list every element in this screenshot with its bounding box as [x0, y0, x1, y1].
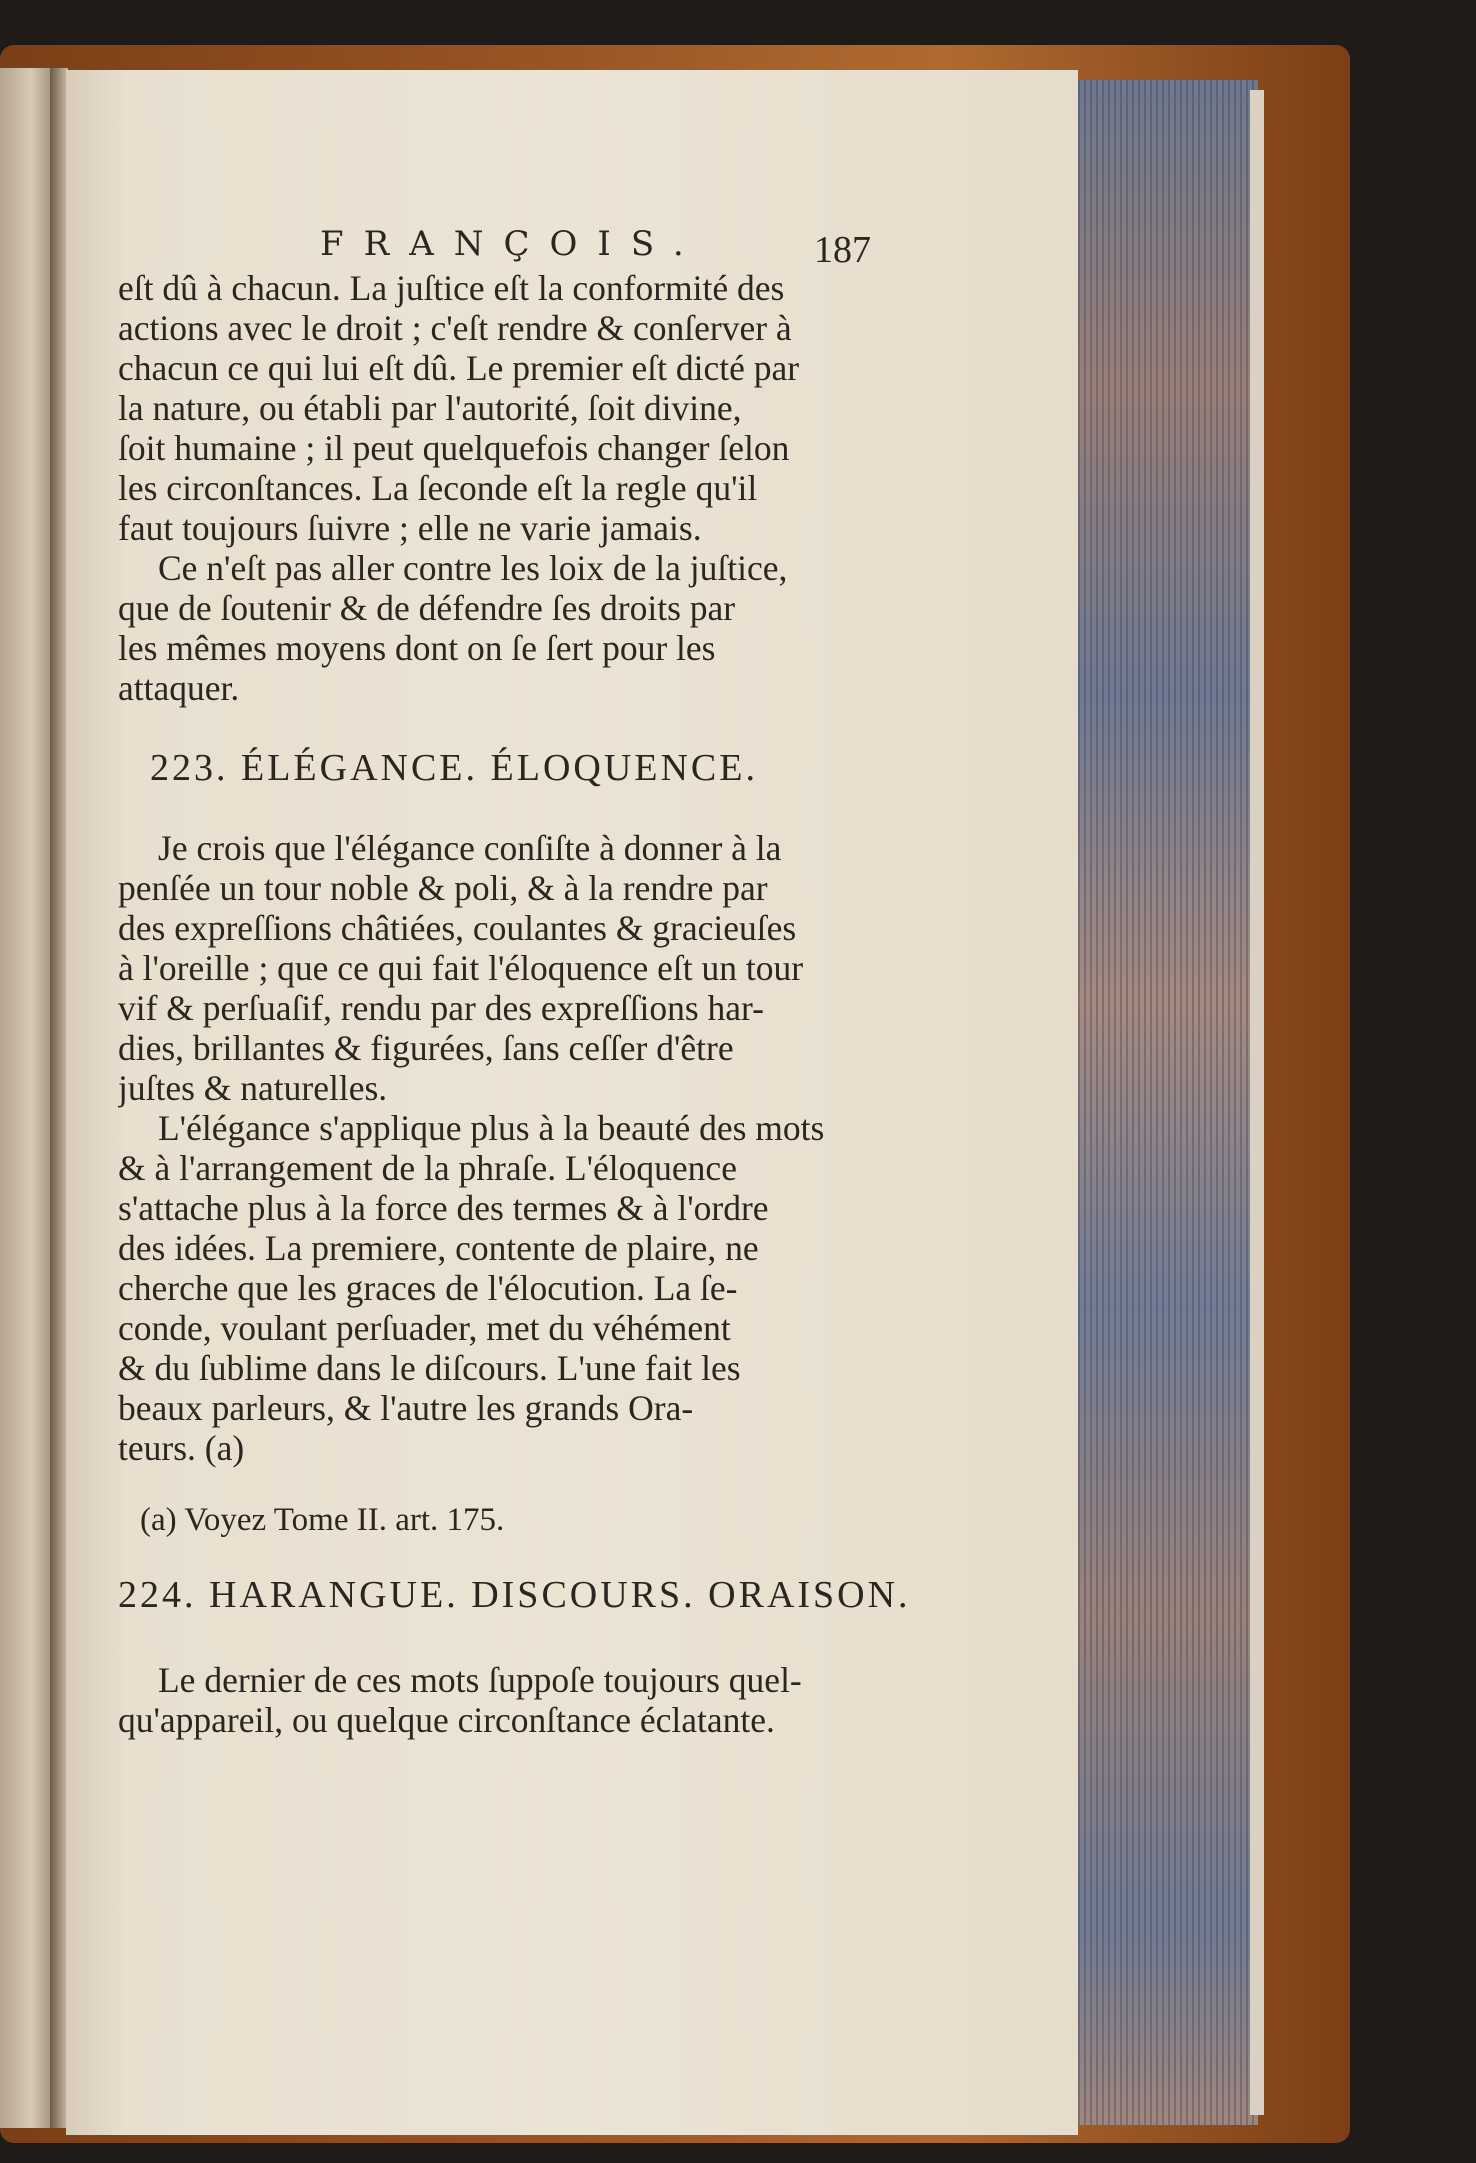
footnote: (a) Voyez Tome II. art. 175. — [140, 1502, 505, 1538]
text-line: penſée un tour noble & poli, & à la rendre par — [118, 868, 768, 908]
text-line: des idées. La premiere, contente de plaire, ne — [118, 1228, 759, 1268]
text-line: la nature, ou établi par l'autorité, ſoit divine, — [118, 388, 742, 428]
text-line: teurs. (a) — [118, 1428, 245, 1468]
text-line: eſt dû à chacun. La juſtice eſt la conformité des — [118, 268, 785, 308]
text-line: chacun ce qui lui eſt dû. Le premier eſt dicté par — [118, 348, 800, 388]
text-line: des expreſſions châtiées, coulantes & gracieuſes — [118, 908, 797, 948]
text-line: Ce n'eſt pas aller contre les loix de la juſtice, — [158, 548, 788, 588]
text-line: les circonſtances. La ſeconde eſt la regle qu'il — [118, 468, 758, 508]
section-heading-223: 223. ÉLÉGANCE. ÉLOQUENCE. — [150, 747, 758, 789]
text-line: faut toujours ſuivre ; elle ne varie jamais. — [118, 508, 702, 548]
text-line: ſoit humaine ; il peut quelquefois changer ſelon — [118, 428, 790, 468]
text-line: conde, voulant perſuader, met du véhément — [118, 1308, 731, 1348]
text-line: attaquer. — [118, 668, 240, 708]
text-line: juſtes & naturelles. — [118, 1068, 388, 1108]
text-line: dies, brillantes & figurées, ſans ceſſer d'être — [118, 1028, 734, 1068]
section-heading-224: 224. HARANGUE. DISCOURS. ORAISON. — [118, 1574, 911, 1616]
text-line: à l'oreille ; que ce qui fait l'éloquence eſt un tour — [118, 948, 804, 988]
text-line: Je crois que l'élégance conſiſte à donner à la — [158, 828, 782, 868]
text-line: cherche que les graces de l'élocution. La ſe- — [118, 1268, 738, 1308]
running-header: FRANÇOIS. — [320, 224, 704, 264]
text-line: les mêmes moyens dont on ſe ſert pour les — [118, 628, 716, 668]
text-line: s'attache plus à la force des termes & à l'ordre — [118, 1188, 769, 1228]
page-edges-highlight — [1250, 90, 1264, 2115]
text-line: & à l'arrangement de la phraſe. L'éloquence — [118, 1148, 737, 1188]
left-page-edge — [0, 68, 52, 2128]
text-line: L'élégance s'applique plus à la beauté des mots — [158, 1108, 825, 1148]
text-line: beaux parleurs, & l'autre les grands Ora- — [118, 1388, 694, 1428]
text-line: Le dernier de ces mots ſuppoſe toujours quel- — [158, 1660, 802, 1700]
page-number: 187 — [814, 229, 871, 271]
text-line: actions avec le droit ; c'eſt rendre & conſerver à — [118, 308, 792, 348]
page-edges — [1078, 80, 1258, 2125]
text-line: qu'appareil, ou quelque circonſtance éclatante. — [118, 1700, 775, 1740]
text-line: que de ſoutenir & de défendre ſes droits par — [118, 588, 736, 628]
text-line: & du ſublime dans le diſcours. L'une fait les — [118, 1348, 741, 1388]
text-line: vif & perſuaſif, rendu par des expreſſions har- — [118, 988, 764, 1028]
